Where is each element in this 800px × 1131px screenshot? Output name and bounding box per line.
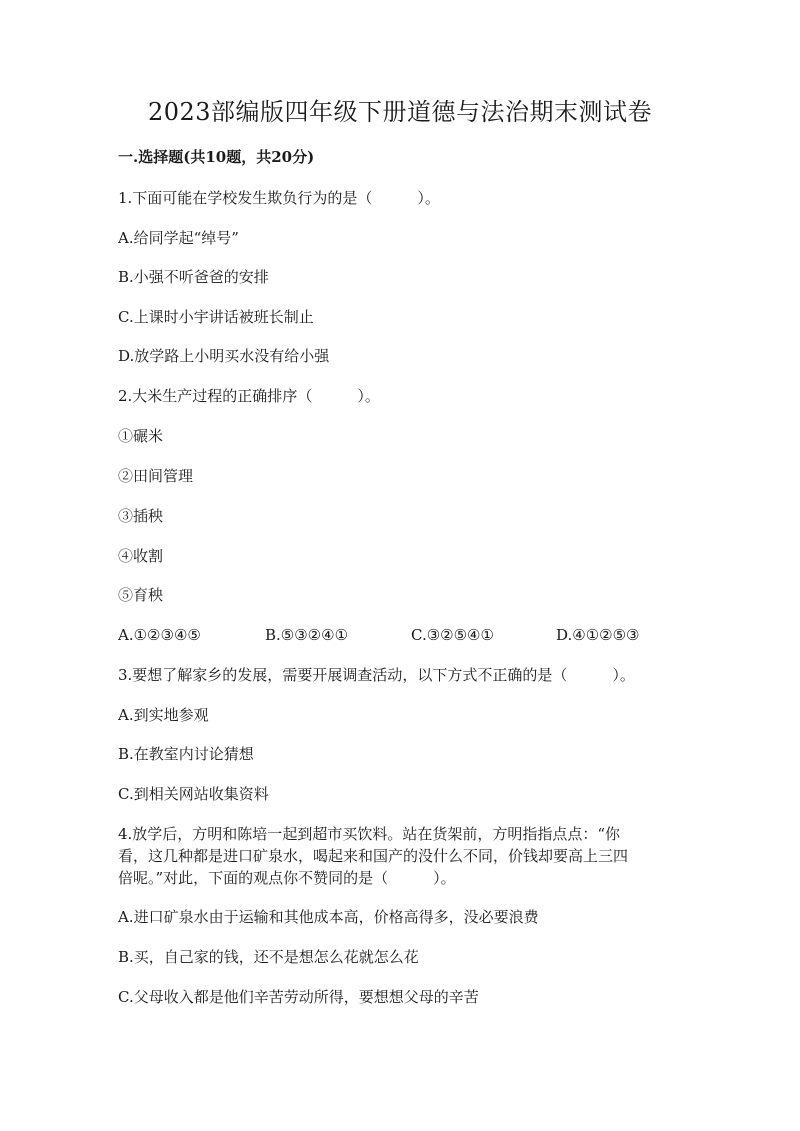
question-3-option-c: C.到相关网站收集资料: [118, 785, 269, 803]
question-3-option-a: A.到实地参观: [118, 706, 209, 724]
question-2-option-a: A.①②③④⑤: [118, 626, 201, 644]
page-title: 2023部编版四年级下册道德与法治期末测试卷: [147, 98, 653, 126]
question-2-stem: 2.大米生产过程的正确排序（ ）。: [118, 387, 380, 405]
question-4-option-c: C.父母收入都是他们辛苦劳动所得，要想想父母的辛苦: [118, 988, 479, 1006]
question-3-option-b: B.在教室内讨论猜想: [118, 745, 254, 763]
question-2-step-1: ①碾米: [118, 427, 164, 445]
question-4-stem-line-3: 倍呢。”对此，下面的观点你不赞同的是（ ）。: [118, 869, 456, 887]
question-1-stem: 1.下面可能在学校发生欺负行为的是（ ）。: [118, 189, 440, 207]
question-4-option-a: A.进口矿泉水由于运输和其他成本高，价格高得多，没必要浪费: [118, 908, 539, 926]
question-2-step-5: ⑤育秧: [118, 586, 164, 604]
question-2-option-b: B.⑤③②④①: [265, 626, 349, 644]
question-4-stem-line-1: 4.放学后，方明和陈培一起到超市买饮料。站在货架前，方明指指点点：“你: [118, 825, 620, 843]
question-4-option-b: B.买，自己家的钱，还不是想怎么花就怎么花: [118, 948, 419, 966]
question-3-stem: 3.要想了解家乡的发展，需要开展调查活动，以下方式不正确的是（ ）。: [118, 666, 635, 684]
question-1-option-b: B.小强不听爸爸的安排: [118, 268, 269, 286]
question-2-step-3: ③插秧: [118, 507, 164, 525]
question-1-option-a: A.给同学起“绰号”: [118, 229, 239, 247]
section-heading: 一.选择题(共10题，共20分): [118, 148, 315, 166]
question-2-option-c: C.③②⑤④①: [411, 626, 494, 644]
question-1-option-d: D.放学路上小明买水没有给小强: [118, 347, 330, 365]
question-2-step-2: ②田间管理: [118, 467, 194, 485]
question-2-option-d: D.④①②⑤③: [556, 626, 640, 644]
question-1-option-c: C.上课时小宇讲话被班长制止: [118, 308, 314, 326]
question-2-step-4: ④收割: [118, 547, 164, 565]
question-4-stem-line-2: 看，这几种都是进口矿泉水，喝起来和国产的没什么不同，价钱却要高上三四: [118, 847, 629, 865]
